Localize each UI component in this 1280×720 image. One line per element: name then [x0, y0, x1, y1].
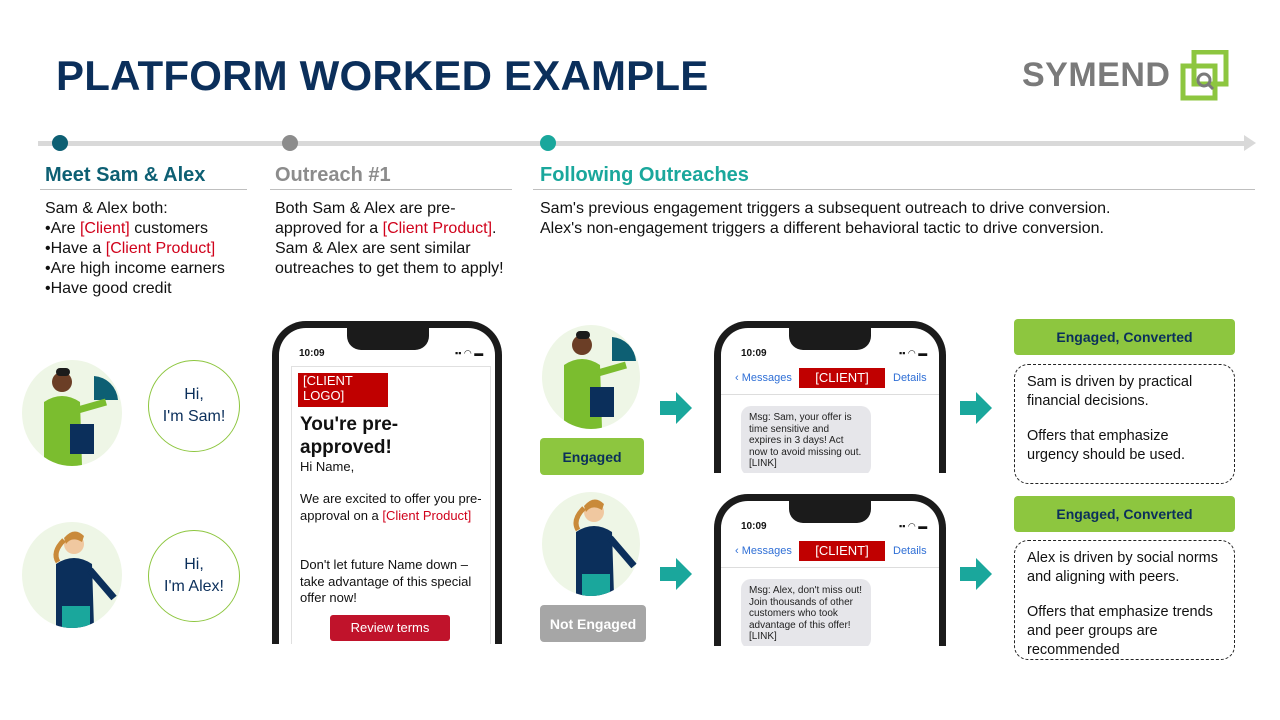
sam-speech-bubble: Hi, I'm Sam!: [148, 360, 240, 452]
page-title: PLATFORM WORKED EXAMPLE: [56, 52, 709, 99]
details-link[interactable]: Details: [893, 372, 927, 384]
timeline-track: [38, 141, 1248, 146]
review-terms-button[interactable]: Review terms: [330, 615, 450, 641]
section-rule-meet: [40, 189, 247, 190]
sms-header-divider: [721, 567, 941, 568]
sam-figure-icon: [22, 360, 122, 466]
result-badge-sam: Engaged, Converted: [1014, 319, 1235, 355]
messages-back-link[interactable]: ‹ Messages: [735, 545, 792, 557]
result-badge-alex: Engaged, Converted: [1014, 496, 1235, 532]
status-badge-engaged: Engaged: [540, 438, 644, 475]
sms-message-bubble: Msg: Sam, your offer is time sensitive and expires in 3 days! Act now to avoid missing out. [LINK]: [741, 406, 871, 473]
phone-status-icons: ▪▪ ◠ ▬: [899, 348, 928, 358]
sms-header-divider: [721, 394, 941, 395]
symend-logo-icon: [1180, 50, 1230, 102]
sam-figure-icon-2: [542, 325, 640, 429]
timeline-dot-meet: [52, 135, 68, 151]
section-rule-outreach1: [270, 189, 512, 190]
timeline-arrowhead: [1244, 135, 1256, 151]
section-heading-meet: Meet Sam & Alex: [45, 164, 206, 186]
arrow-right-icon: [660, 392, 694, 424]
sam-avatar: [22, 360, 122, 466]
sam-avatar-engaged: [542, 325, 640, 429]
phone-status-icons: ▪▪ ◠ ▬: [455, 348, 484, 358]
alex-avatar-not-engaged: [542, 492, 640, 596]
following-description: Sam's previous engagement triggers a subsequent outreach to drive conversion. Alex's non-engagement triggers a different behavioral tactic to drive conversion.: [540, 200, 1111, 237]
messages-back-link[interactable]: ‹ Messages: [735, 372, 792, 384]
arrow-right-icon: [660, 558, 694, 590]
email-greeting: Hi Name,: [300, 459, 355, 474]
phone-status-icons: ▪▪ ◠ ▬: [899, 521, 928, 531]
section-heading-outreach1: Outreach #1: [275, 164, 391, 186]
email-headline: You're pre-approved!: [300, 414, 399, 458]
sms-phone-mockup-alex: [714, 494, 946, 646]
email-paragraph-cta: Don't let future Name down – take advantage of this special offer now!: [300, 557, 472, 605]
sms-message-bubble: Msg: Alex, don't miss out! Join thousands of other customers who took advantage of this offer! [LINK]: [741, 579, 871, 646]
client-logo-placeholder: [CLIENT LOGO]: [298, 373, 388, 407]
phone-notch: [789, 501, 871, 523]
email-content: [291, 366, 491, 644]
arrow-right-icon: [960, 558, 994, 590]
arrow-right-icon: [960, 392, 994, 424]
email-paragraph-offer: We are excited to offer you pre-approval on a [Client Product]: [300, 491, 482, 523]
alex-speech-bubble: Hi, I'm Alex!: [148, 530, 240, 622]
details-link[interactable]: Details: [893, 545, 927, 557]
sms-phone-mockup-sam: [714, 321, 946, 473]
status-badge-not-engaged: Not Engaged: [540, 605, 646, 642]
section-rule-following: [533, 189, 1255, 190]
alex-figure-icon-2: [542, 492, 640, 596]
alex-avatar: [22, 522, 122, 628]
meet-description: Sam & Alex both: •Are [Client] customers •Have a [Client Product] •Are high income earners •Have good credit: [45, 200, 225, 297]
logo-wordmark: SYMEND: [1022, 56, 1171, 94]
alex-figure-icon: [22, 522, 122, 628]
phone-status-time: 10:09: [741, 348, 767, 359]
timeline-dot-following: [540, 135, 556, 151]
phone-notch: [347, 328, 429, 350]
insight-box-sam: Sam is driven by practical financial decisions. Offers that emphasize urgency should be used.: [1014, 364, 1235, 484]
email-phone-mockup: [272, 321, 502, 644]
insight-box-alex: Alex is driven by social norms and aligning with peers. Offers that emphasize trends and peer groups are recommended: [1014, 540, 1235, 660]
sms-client-name: [CLIENT]: [799, 541, 885, 561]
timeline-dot-outreach1: [282, 135, 298, 151]
phone-notch: [789, 328, 871, 350]
section-heading-following: Following Outreaches: [540, 164, 749, 186]
sms-client-name: [CLIENT]: [799, 368, 885, 388]
phone-status-time: 10:09: [741, 521, 767, 532]
outreach1-description: Both Sam & Alex are pre-approved for a [Client Product]. Sam & Alex are sent similar outreaches to get them to apply!: [275, 200, 504, 277]
phone-status-time: 10:09: [299, 348, 325, 359]
